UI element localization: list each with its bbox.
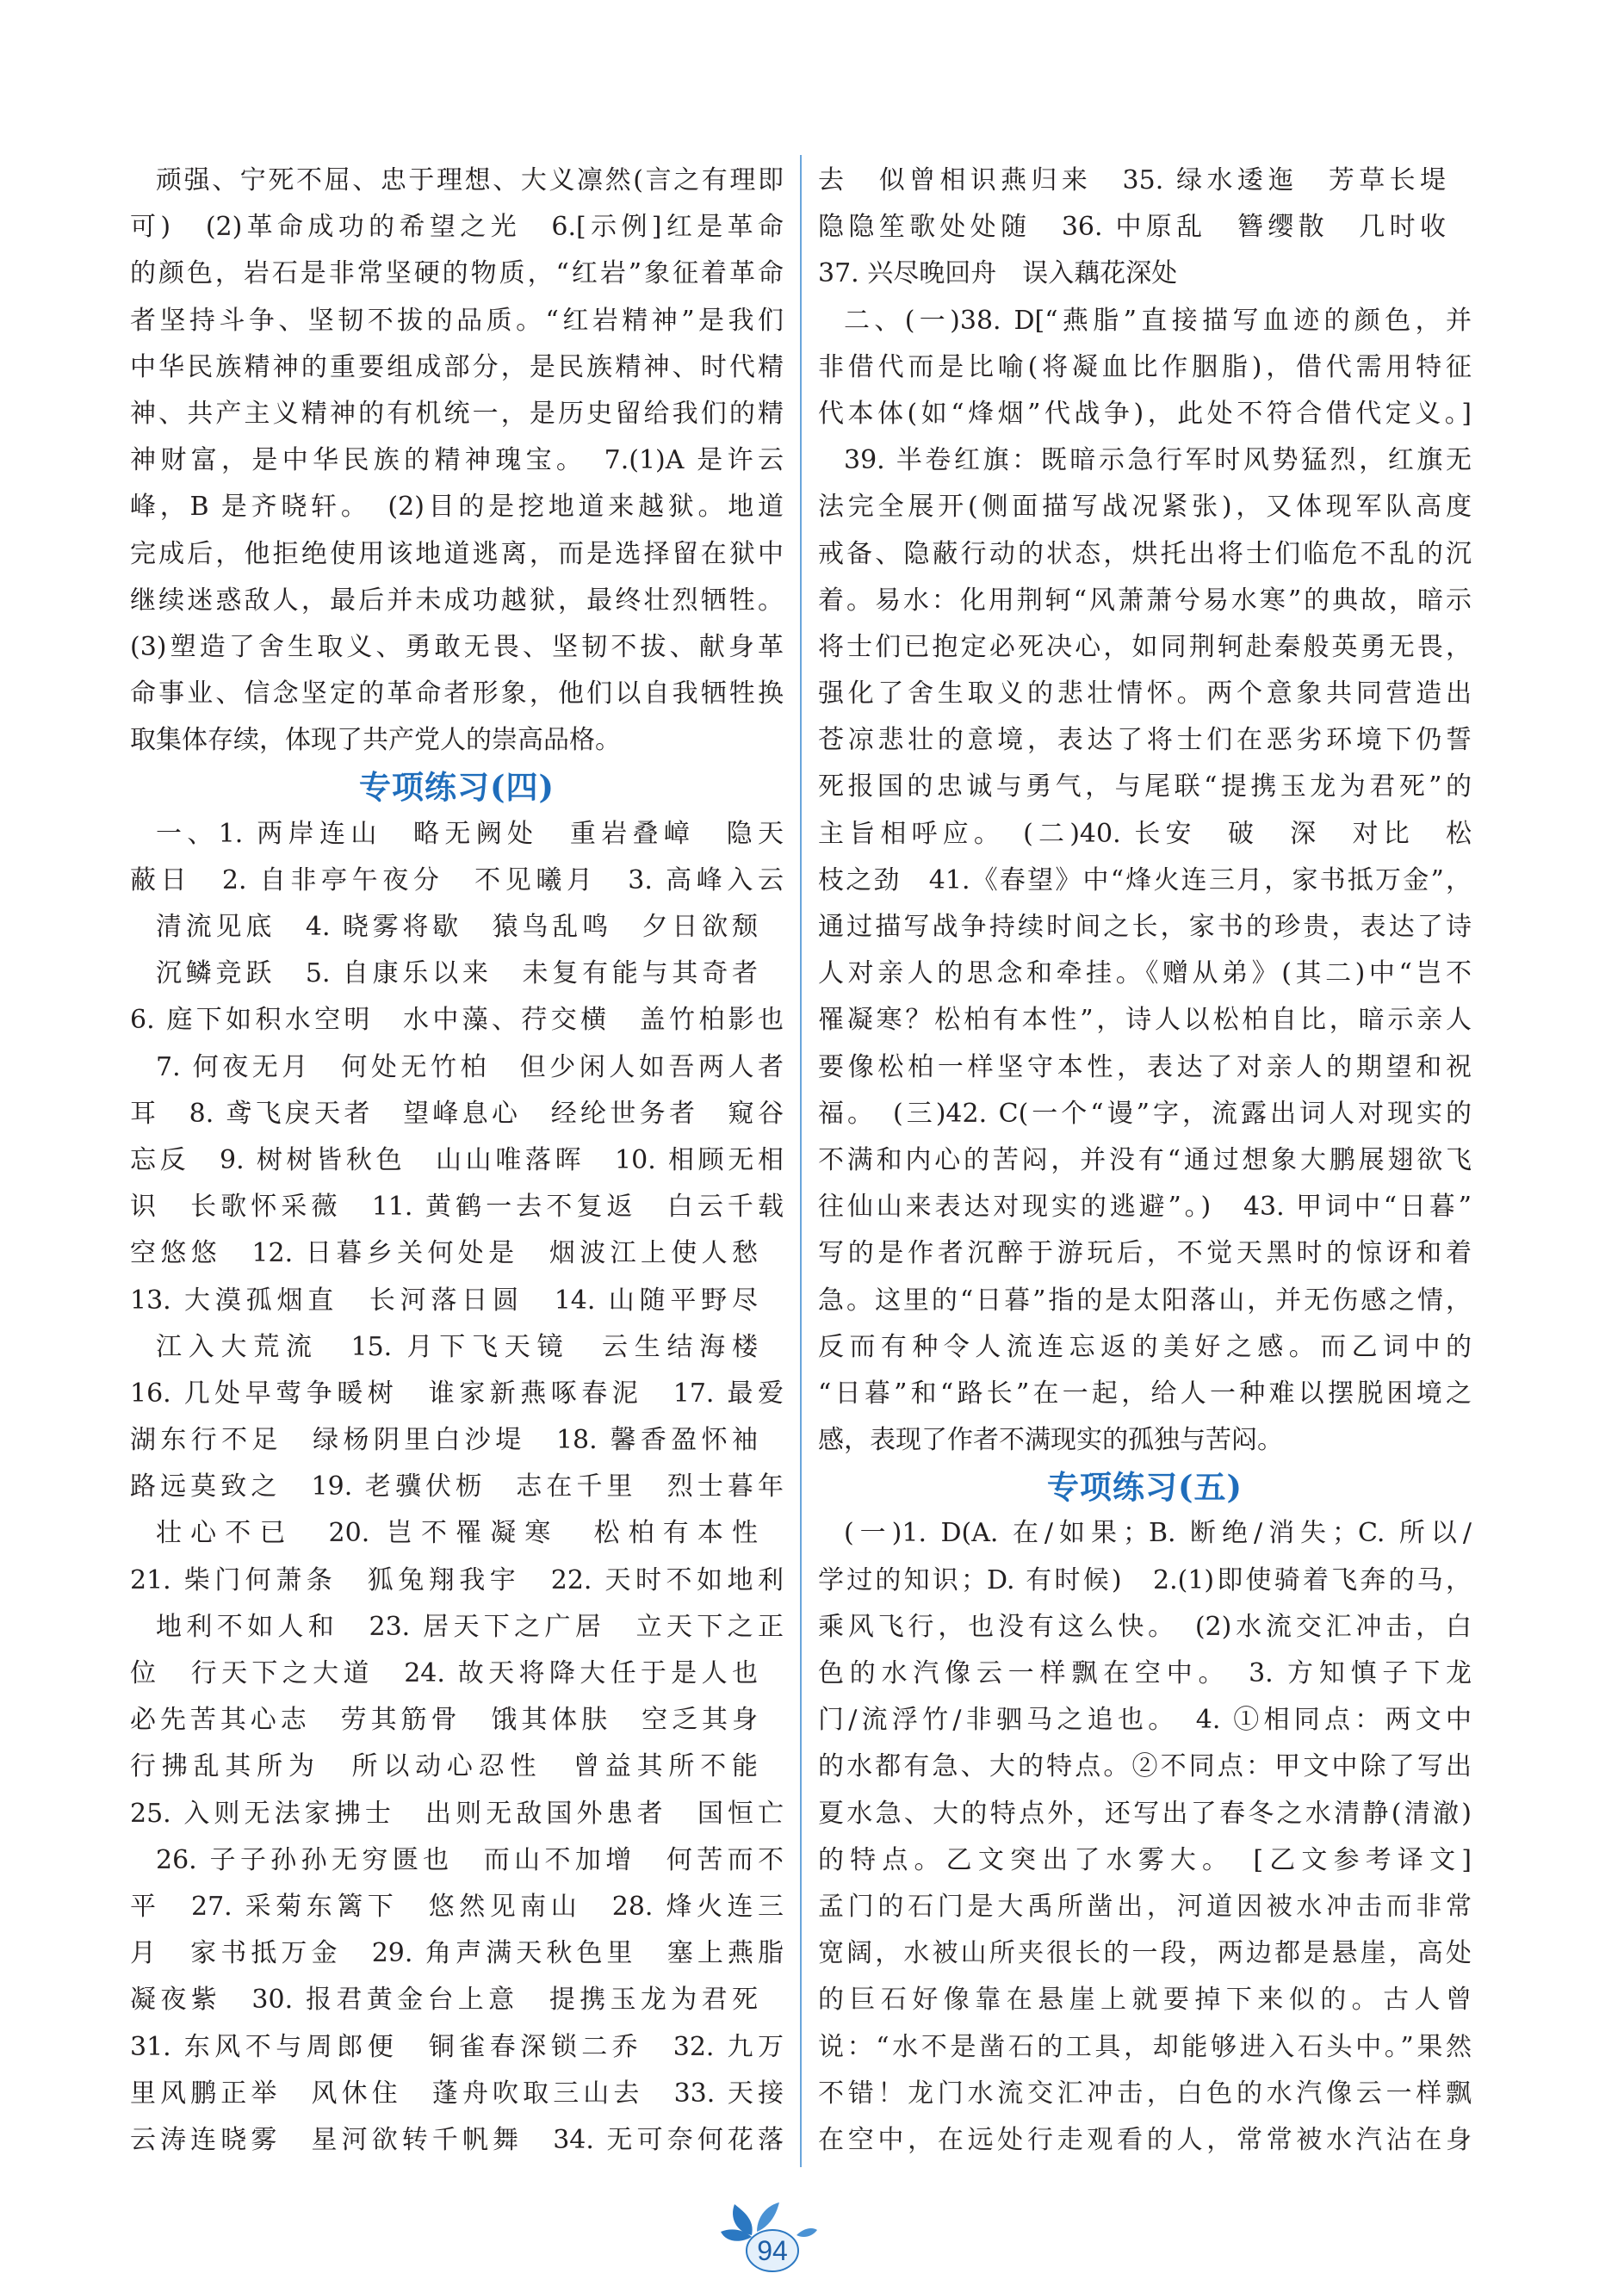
- answer-line: 写的是作者沉醉于游玩后，不觉天黑时的惊讶和着: [818, 1238, 1472, 1269]
- answer-line: 命事业、信念坚定的革命者形象，他们以自我牺牲换: [130, 678, 784, 709]
- answer-line: 25. 入则无法家拂士 出则无敌国外患者 国恒亡: [130, 1798, 784, 1829]
- answer-line: 必先苦其心志 劳其筋骨 饿其体肤 空乏其身: [130, 1705, 758, 1736]
- leaf-ornament-icon: [797, 2228, 817, 2237]
- answer-line: 6. 庭下如积水空明 水中藻、荇交横 盖竹柏影也: [130, 1005, 784, 1036]
- answer-line: 去 似曾相识燕归来 35. 绿水逶迤 芳草长堤: [818, 165, 1446, 195]
- answer-line: 学过的知识；D. 有时候) 2.(1)即使骑着飞奔的马，: [818, 1564, 1472, 1595]
- answer-line: 沉鳞竞跃 5. 自康乐以来 未复有能与其奇者: [156, 958, 758, 989]
- answer-line: 可) (2)革命成功的希望之光 6.[示例]红是革命: [130, 212, 784, 243]
- answer-line: 识 长歌怀采薇 11. 黄鹤一去不复返 白云千载: [130, 1192, 784, 1223]
- answer-line: 取集体存续，体现了共产党人的崇高品格。: [130, 725, 621, 756]
- answer-line: 忘反 9. 树树皆秋色 山山唯落晖 10. 相顾无相: [130, 1144, 784, 1175]
- answer-line: 非借代而是比喻(将凝血比作胭脂)，借代需用特征: [818, 351, 1472, 382]
- answer-line: 枝之劲 41.《春望》中“烽火连三月，家书抵万金”，: [818, 864, 1472, 895]
- translation-line: 在空中，在远处行走观看的人，常常被水汽沾在身: [818, 2124, 1472, 2155]
- translation-line: 不错！龙门水流交汇冲击，白色的水汽像云一样飘: [818, 2078, 1472, 2109]
- answer-line: 色的水汽像云一样飘在空中。 3. 方知慎子下龙: [818, 1658, 1472, 1688]
- answer-line: 往仙山来表达对现实的逃避”。) 43. 甲词中“日暮”: [818, 1192, 1472, 1223]
- answer-line: 神财富，是中华民族的精神瑰宝。 7.(1)A 是许云: [130, 445, 784, 476]
- section-heading: 专项练习(四): [358, 768, 555, 807]
- translation-line: 的巨石好像靠在悬崖上就要掉下来似的。古人曾: [818, 1985, 1472, 2016]
- answer-line: 不满和内心的苦闷，并没有“通过想象大鹏展翅欲飞: [818, 1144, 1472, 1175]
- page-number-badge: [717, 2197, 821, 2283]
- answer-line: 31. 东风不与周郎便 铜雀春深锁二乔 32. 九万: [130, 2031, 784, 2062]
- right-column: [818, 158, 1472, 2164]
- translation-line: 孟门的石门是大禹所凿出，河道因被水冲击而非常: [818, 1891, 1472, 1922]
- answer-line: 神、共产主义精神的有机统一，是历史留给我们的精: [130, 398, 784, 429]
- answer-line: 主旨相呼应。 (二)40. 长安 破 深 对比 松: [818, 818, 1472, 849]
- answer-line: 戒备、隐蔽行动的状态，烘托出将士们临危不乱的沉: [818, 538, 1472, 569]
- answer-line: 16. 几处早莺争暖树 谁家新燕啄春泥 17. 最爱: [130, 1378, 784, 1409]
- answer-line: 继续迷惑敌人，最后并未成功越狱，最终壮烈牺牲。: [130, 585, 784, 616]
- answer-line: 耳 8. 鸢飞戾天者 望峰息心 经纶世务者 窥谷: [130, 1098, 784, 1129]
- translation-line: 宽阔，水被山所夹很长的一段，两边都是悬崖，高处: [818, 1938, 1472, 1969]
- answer-line: 要像松柏一样坚守本性，表达了对亲人的期望和祝: [818, 1051, 1472, 1082]
- answer-line: 法完全展开(侧面描写战况紧张)，又体现军队高度: [818, 492, 1472, 523]
- answer-line: 福。 (三)42. C(一个“谩”字，流露出词人对现实的: [818, 1098, 1472, 1129]
- answer-line: 的颜色，岩石是非常坚硬的物质，“红岩”象征着革命: [130, 258, 784, 289]
- answer-line: 顽强、宁死不屈、忠于理想、大义凛然(言之有理即: [156, 165, 784, 195]
- answer-line: 乘风飞行，也没有这么快。 (2)水流交汇冲击，白: [818, 1611, 1472, 1642]
- answer-line: 的水都有急、大的特点。②不同点：甲文中除了写出: [818, 1751, 1472, 1782]
- answer-line: 急。这里的“日暮”指的是太阳落山，并无伤感之情，: [818, 1285, 1472, 1316]
- answer-line: 苍凉悲壮的意境，表达了将士们在恶劣环境下仍誓: [818, 725, 1472, 756]
- answer-line: 地利不如人和 23. 居天下之广居 立天下之正: [156, 1611, 784, 1642]
- leaf-ornament-icon: [757, 2202, 779, 2232]
- answer-line: 江入大荒流 15. 月下飞天镜 云生结海楼: [156, 1331, 758, 1362]
- answer-line: 着。易水：化用荆轲“风萧萧兮易水寒”的典故，暗示: [818, 585, 1472, 616]
- answer-line: 通过描写战争持续时间之长，家书的珍贵，表达了诗: [818, 912, 1472, 942]
- answer-line: 罹凝寒？松柏有本性”，诗人以松柏自比，暗示亲人: [818, 1005, 1472, 1036]
- answer-line: 行拂乱其所为 所以动心忍性 曾益其所不能: [130, 1751, 758, 1782]
- column-divider: [800, 155, 802, 2167]
- answer-line: 人对亲人的思念和牵挂。《赠从弟》(其二)中“岂不: [818, 958, 1472, 989]
- page-number: 94: [757, 2235, 788, 2266]
- answer-line: 空悠悠 12. 日暮乡关何处是 烟波江上使人愁: [130, 1238, 758, 1269]
- answer-line: 二、(一)38. D[“燕脂”直接描写血迹的颜色，并: [844, 305, 1472, 336]
- answer-line: (3)塑造了舍生取义、勇敢无畏、坚韧不拔、献身革: [130, 631, 784, 662]
- answer-line: 里风鹏正举 风休住 蓬舟吹取三山去 33. 天接: [130, 2078, 784, 2109]
- answer-line: 感，表现了作者不满现实的孤独与苦闷。: [818, 1425, 1283, 1456]
- answer-line: 代本体(如“烽烟”代战争)，此处不符合借代定义。]: [818, 398, 1472, 429]
- answer-line: 7. 何夜无月 何处无竹柏 但少闲人如吾两人者: [156, 1051, 784, 1082]
- left-column: [130, 158, 784, 2164]
- answer-line: 夏水急、大的特点外，还写出了春冬之水清静(清澈): [818, 1798, 1472, 1829]
- translation-line: 说：“水不是凿石的工具，却能够进入石头中。”果然: [818, 2031, 1472, 2062]
- answer-line: (一)1. D(A. 在/如果；B. 断绝/消失；C. 所以/: [844, 1518, 1472, 1549]
- answer-line: 凝夜紫 30. 报君黄金台上意 提携玉龙为君死: [130, 1985, 758, 2016]
- answer-line: 隐隐笙歌处处随 36. 中原乱 簪缨散 几时收: [818, 212, 1446, 243]
- answer-line: 的特点。乙文突出了水雾大。 [乙文参考译文]: [818, 1844, 1472, 1875]
- answer-line: 路远莫致之 19. 老骥伏枥 志在千里 烈士暮年: [130, 1471, 784, 1502]
- answer-line: 一、1. 两岸连山 略无阙处 重岩叠嶂 隐天: [156, 818, 784, 849]
- answer-line: 21. 柴门何萧条 狐兔翔我宇 22. 天时不如地利: [130, 1564, 784, 1595]
- section-heading: 专项练习(五): [1046, 1468, 1243, 1507]
- answer-line: 蔽日 2. 自非亭午夜分 不见曦月 3. 高峰入云: [130, 864, 784, 895]
- answer-line: “日暮”和“路长”在一起，给人一种难以摆脱困境之: [818, 1378, 1472, 1409]
- answer-line: 月 家书抵万金 29. 角声满天秋色里 塞上燕脂: [130, 1938, 784, 1969]
- answer-line: 39. 半卷红旗：既暗示急行军时风势猛烈，红旗无: [844, 445, 1472, 476]
- answer-line: 13. 大漠孤烟直 长河落日圆 14. 山随平野尽: [130, 1285, 758, 1316]
- answer-line: 壮心不已 20. 岂不罹凝寒 松柏有本性: [156, 1518, 758, 1549]
- answer-line: 清流见底 4. 晓雾将歇 猿鸟乱鸣 夕日欲颓: [156, 912, 758, 942]
- answer-line: 者坚持斗争、坚韧不拔的品质。“红岩精神”是我们: [130, 305, 784, 336]
- answer-line: 死报国的忠诚与勇气，与尾联“提携玉龙为君死”的: [818, 771, 1472, 802]
- answer-line: 26. 子子孙孙无穷匮也 而山不加增 何苦而不: [156, 1844, 784, 1875]
- answer-line: 峰，B 是齐晓轩。 (2)目的是挖地道来越狱。地道: [130, 492, 784, 523]
- answer-line: 强化了舍生取义的悲壮情怀。两个意象共同营造出: [818, 678, 1472, 709]
- answer-line: 中华民族精神的重要组成部分，是民族精神、时代精: [130, 351, 784, 382]
- answer-line: 将士们已抱定必死决心，如同荆轲赴秦般英勇无畏，: [818, 631, 1472, 662]
- answer-line: 反而有种令人流连忘返的美好之感。而乙词中的: [818, 1331, 1472, 1362]
- answer-line: 湖东行不足 绿杨阴里白沙堤 18. 馨香盈怀袖: [130, 1425, 758, 1456]
- answer-line: 云涛连晓雾 星河欲转千帆舞 34. 无可奈何花落: [130, 2124, 784, 2155]
- answer-line: 37. 兴尽晚回舟 误入藕花深处: [818, 258, 1178, 289]
- answer-line: 位 行天下之大道 24. 故天将降大任于是人也: [130, 1658, 758, 1688]
- answer-line: 完成后，他拒绝使用该地道逃离，而是选择留在狱中: [130, 538, 784, 569]
- answer-line: 门/流浮竹/非驷马之追也。 4. ①相同点：两文中: [818, 1705, 1472, 1736]
- answer-line: 平 27. 采菊东篱下 悠然见南山 28. 烽火连三: [130, 1891, 784, 1922]
